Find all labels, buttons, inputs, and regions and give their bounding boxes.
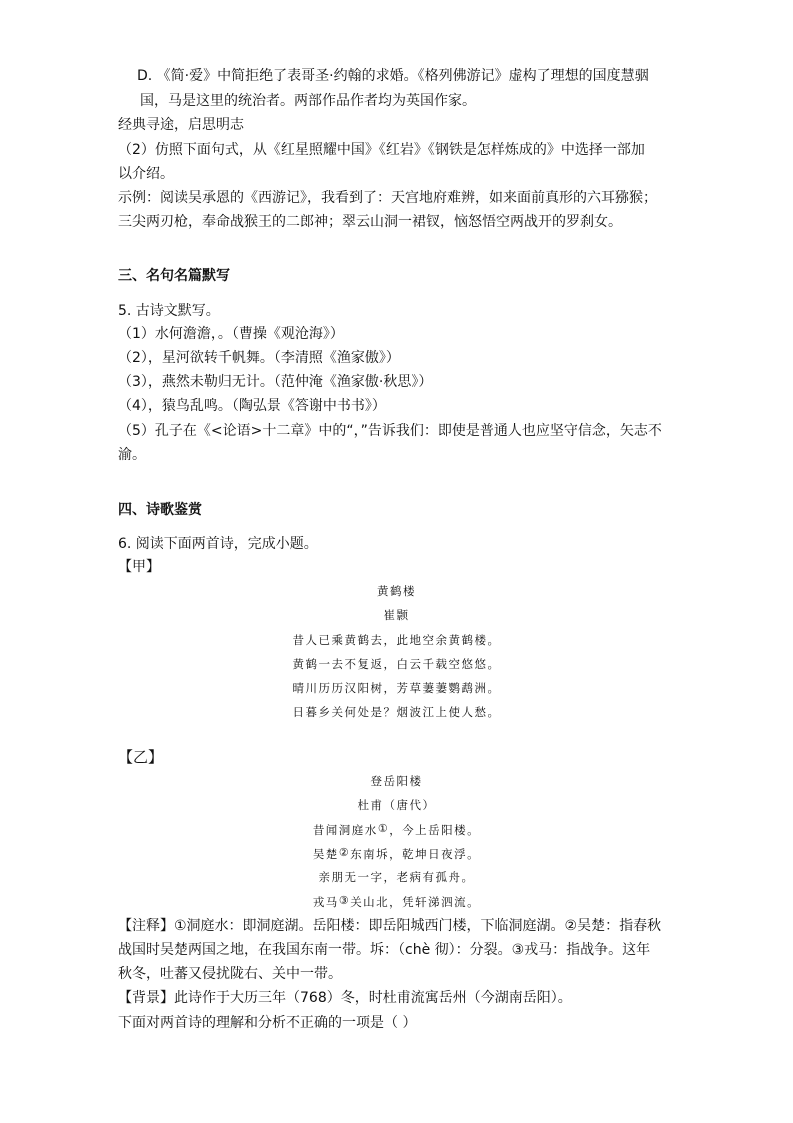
recitation-item-5-line1: （5）孔子在《<论语>十二章》中的“，”告诉我们：即使是普通人也应坚守信念，矢志不 bbox=[118, 423, 662, 439]
recitation-item-3: （3），燕然未勒归无计。（范仲淹《渔家傲·秋思》） bbox=[118, 374, 433, 390]
note-marker-3: ③ bbox=[338, 894, 351, 907]
recitation-item-5-line2: 渝。 bbox=[118, 447, 146, 463]
question-5: 5. 古诗文默写。 bbox=[118, 303, 220, 319]
question-2-line2: 以介绍。 bbox=[118, 166, 174, 182]
notes-line3: 秋冬，吐蕃又侵扰陇右、关中一带。 bbox=[118, 966, 342, 982]
poem2-line bbox=[0, 893, 793, 910]
poem1-line: 日暮乡关何处是？烟波江上使人愁。 bbox=[292, 705, 501, 719]
note-marker-1: ① bbox=[377, 822, 390, 835]
recitation-item-2: （2），星河欲转千帆舞。（李清照《渔家傲》） bbox=[118, 350, 400, 366]
option-d-line2: 国，马是这里的统治者。两部作品作者均为英国作家。 bbox=[140, 93, 476, 109]
poem1-line: 晴川历历汉阳树，芳草萋萋鹦鹉洲。 bbox=[292, 681, 501, 695]
question-6: 6. 阅读下面两首诗，完成小题。 bbox=[118, 536, 318, 552]
poem2-line bbox=[0, 821, 793, 838]
notes-line2: 战国时吴楚两国之地，在我国东南一带。坼：（chè 彻）：分裂。③戎马：指战争。这年 bbox=[118, 942, 651, 958]
section4-title: 四、诗歌鉴赏 bbox=[118, 502, 202, 518]
poem2-title: 登岳阳楼 bbox=[370, 774, 423, 788]
poem2-line2-part2: 东南坼，乾坤日夜浮。 bbox=[350, 847, 481, 861]
poem1-line: 昔人已乘黄鹤去，此地空余黄鹤楼。 bbox=[292, 633, 501, 647]
label-yi: 【乙】 bbox=[118, 748, 164, 766]
option-d-line1: D. 《简·爱》中简拒绝了表哥圣·约翰的求婚。《格列佛游记》虚构了理想的国度慧骃 bbox=[137, 68, 649, 84]
example-line2: 三尖两刃枪，奉命战猴王的二郎神；翠云山洞一裙钗，恼怒悟空两战开的罗刹女。 bbox=[118, 214, 622, 230]
poem1-title: 黄鹤楼 bbox=[377, 584, 416, 598]
poem2-line1-part1: 昔闻洞庭水 bbox=[312, 823, 378, 837]
poem2-line4-part2: 关山北，凭轩涕泗流。 bbox=[350, 895, 481, 909]
poem2-line bbox=[0, 845, 793, 862]
section3-title: 三、名句名篇默写 bbox=[118, 268, 230, 284]
notes-line1: 【注释】①洞庭水：即洞庭湖。岳阳楼：即岳阳城西门楼，下临洞庭湖。②吴楚：指春秋 bbox=[118, 918, 662, 934]
note-marker-2: ② bbox=[338, 846, 351, 859]
poem2-author: 杜甫（唐代） bbox=[357, 798, 436, 812]
question-2-line1: （2）仿照下面句式，从《红星照耀中国》《红岩》《钢铁是怎样炼成的》中选择一部加 bbox=[118, 142, 645, 158]
label-jia: 【甲】 bbox=[118, 559, 160, 575]
poem2-line: 亲朋无一字，老病有孤舟。 bbox=[318, 870, 475, 884]
recitation-item-1: （1）水何澹澹，。（曹操《观沧海》） bbox=[118, 326, 344, 342]
poem2-line4-part1: 戎马 bbox=[312, 895, 339, 909]
example-line1: 示例：阅读吴承恩的《西游记》，我看到了：天宫地府难辨，如来面前真形的六耳猕猴； bbox=[118, 190, 657, 206]
question-6-stem: 下面对两首诗的理解和分析不正确的一项是（ ） bbox=[118, 1015, 417, 1031]
poem1-author: 崔颢 bbox=[383, 608, 410, 622]
background-note: 【背景】此诗作于大历三年（768）冬，时杜甫流寓岳州（今湖南岳阳）。 bbox=[118, 990, 572, 1006]
poem2-line2-part1: 吴楚 bbox=[312, 847, 339, 861]
recitation-item-4: （4），猿鸟乱鸣。（陶弘景《答谢中书书》） bbox=[118, 398, 386, 414]
poem2-line1-part2: ，今上岳阳楼。 bbox=[389, 823, 481, 837]
poem1-line: 黄鹤一去不复返，白云千载空悠悠。 bbox=[292, 657, 501, 671]
classics-heading: 经典寻途，启思明志 bbox=[118, 117, 244, 133]
